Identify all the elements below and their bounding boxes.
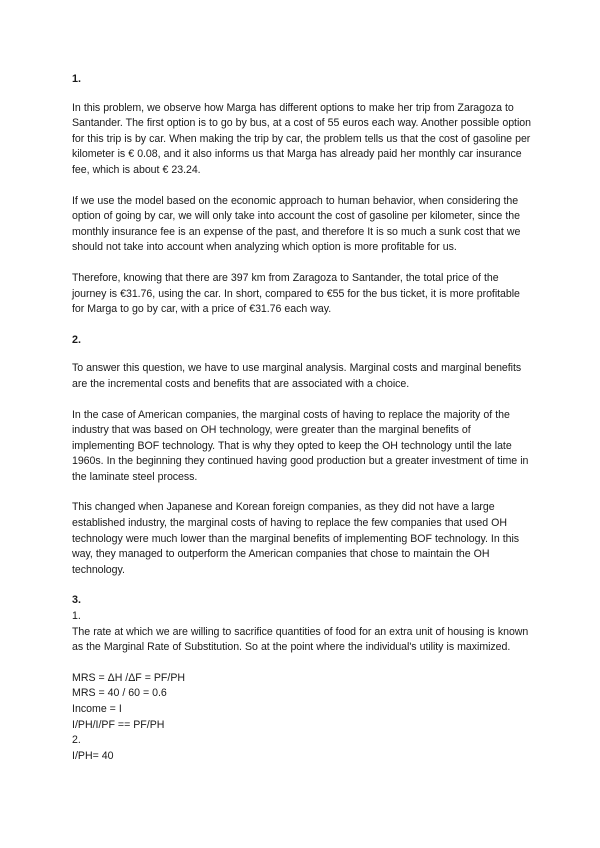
section-2-paragraph: To answer this question, we have to use marginal analysis. Marginal costs and marginal benefits are the incremental costs and benefits that are associated with a choice. <box>72 362 522 390</box>
section-3-subheading: 1. <box>72 610 81 623</box>
formula-block <box>72 671 534 765</box>
formula-line: I/PH/I/PF == PF/PH <box>72 718 165 731</box>
section-1-paragraph: Therefore, knowing that there are 397 km from Zaragoza to Santander, the total price of the journey is €31.76, using the car. In short, compared to €55 for the bus ticket, it is more profitable for Marga to go by car, with a price of €31.76 each way. <box>72 271 520 316</box>
formula-line: 2. <box>72 734 81 747</box>
section-2-paragraph: In the case of American companies, the marginal costs of having to replace the majority of the industry that was based on OH technology, were greater than the marginal benefits of implementing BOF technology. That is why they opted to keep the OH technology until the late 1960s. In the beginning they continued having good production but a greater investment of time in the laminate steel process. <box>72 408 529 483</box>
section-1-paragraph: If we use the model based on the economic approach to human behavior, when considering the option of going by car, we will only take into account the cost of gasoline per kilometer, since the monthly insurance fee is an expense of the past, and therefore It is so much a sunk cost that we should not take into account when analyzing which option is more profitable for us. <box>72 194 521 254</box>
formula-line: MRS = ΔH /ΔF = PF/PH <box>72 671 186 684</box>
formula-line: I/PH= 40 <box>72 749 114 762</box>
section-2-paragraph: This changed when Japanese and Korean foreign companies, as they did not have a large established industry, the marginal costs of having to replace the few companies that used OH technology were much lower than the marginal benefits of implementing BOF technology. In this way, they managed to outperform the American companies that chose to maintain the OH technology. <box>72 501 520 576</box>
document-page <box>72 72 534 764</box>
formula-line: MRS = 40 / 60 = 0.6 <box>72 687 167 700</box>
section-3-heading: 3. <box>72 594 82 607</box>
section-2-heading: 2. <box>72 333 82 346</box>
section-1-heading: 1. <box>72 73 82 85</box>
formula-line: Income = I <box>72 703 122 715</box>
section-1-paragraph: In this problem, we observe how Marga has different options to make her trip from Zaragoza to Santander. The first option is to go by bus, at a cost of 55 euros each way. Another possible option for this trip is by car. When making the trip by car, the problem tells us that the cost of gasoline per kilometer is € 0.08, and it also informs us that Marga has already paid her monthly car insurance fee, which is about € 23.24. <box>72 101 531 176</box>
section-3-paragraph: The rate at which we are willing to sacrifice quantities of food for an extra unit of housing is known as the Marginal Rate of Substitution. So at the point where the individual's utility is maximized. <box>72 625 529 654</box>
